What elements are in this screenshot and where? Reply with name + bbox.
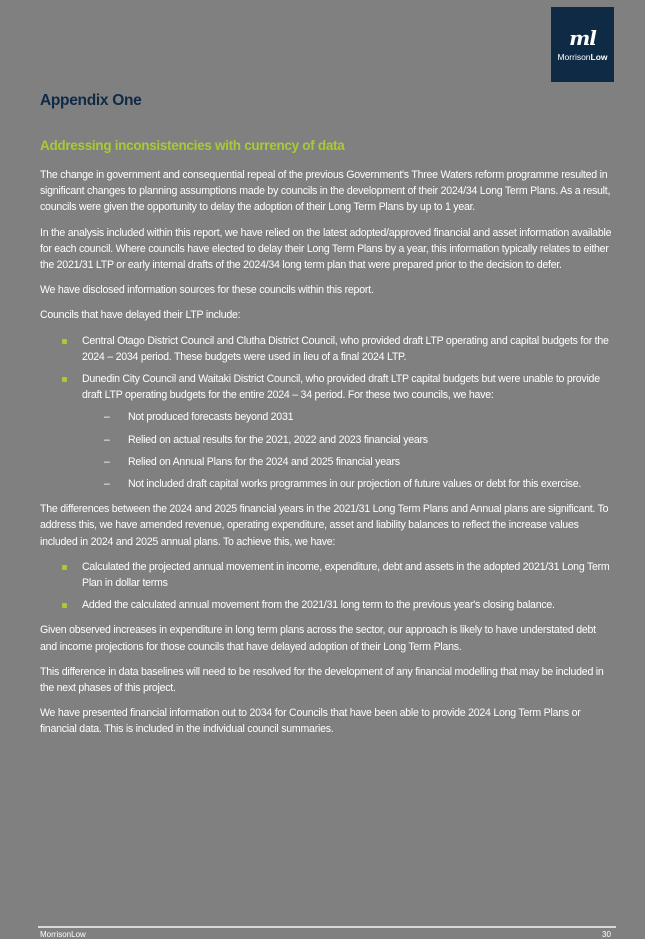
sub-list-item (82, 476, 615, 492)
logo-wordmark (557, 52, 607, 62)
list-item-text: Calculated the projected annual movement in income, expenditure, debt and assets in the adopted 2021/31 Long Term Plan in dollar terms (82, 560, 610, 590)
list-item (40, 597, 615, 613)
adjustments-list (40, 559, 615, 614)
sub-list-item-text: Not produced forecasts beyond 2031 (128, 411, 294, 424)
paragraph-delayed-intro: Councils that have delayed their LTP include: (40, 309, 241, 322)
morrisonlow-logo (551, 7, 614, 82)
bullet-icon (62, 377, 67, 382)
footer-brand: MorrisonLow (40, 930, 86, 939)
bullet-icon (62, 565, 67, 570)
page-title: Appendix One (40, 92, 142, 109)
sub-list-item-text: Relied on Annual Plans for the 2024 and 2025 financial years (128, 455, 400, 468)
sub-list-item (82, 454, 615, 470)
dash-icon: – (104, 478, 110, 491)
sub-list-item (82, 409, 615, 425)
list-item-text: Central Otago District Council and Clutha District Council, who provided draft LTP operating and capital budgets for the 2024 – 2034 period. These budgets were used in lieu of a final 2024 LTP. (82, 334, 609, 363)
list-item-text: Dunedin City Council and Waitaki District Council, who provided draft LTP capital budgets but were unable to provide draft LTP operating budgets for the entire 2024 – 34 period. For these two councils, we have: (82, 373, 600, 402)
section-heading: Addressing inconsistencies with currency of data (40, 138, 345, 153)
bullet-icon (62, 339, 67, 344)
sub-list-item (82, 432, 615, 448)
sub-list-item-text: Relied on actual results for the 2021, 2022 and 2023 financial years (128, 433, 428, 446)
list-item (40, 333, 615, 365)
list-item (40, 371, 615, 492)
list-item (40, 559, 615, 591)
list-item-text: Added the calculated annual movement from the 2021/31 long term to the previous year's closing balance. (82, 599, 555, 612)
paragraph-differences: The differences between the 2024 and 2025 financial years in the 2021/31 Long Term Plans and Annual plans are significant. To address this, we have amended revenue, operating expenditure, asset and liability balances to reflect the increase values included in 2024 and 2025 annual plans. To achieve this, we have: (40, 503, 609, 548)
logo-mark-icon: ml (569, 25, 596, 50)
delayed-councils-list (40, 333, 615, 493)
footer-divider (38, 926, 616, 928)
logo-wordmark-part1: Morrison (557, 51, 591, 62)
paragraph-presented-info: We have presented financial information out to 2034 for Councils that have been able to provide 2024 Long Term Plans or financial data. This is included in the individual council summaries. (40, 707, 581, 736)
dash-icon: – (104, 455, 110, 468)
sub-list (82, 409, 615, 492)
logo-wordmark-part2: Low (590, 51, 608, 62)
paragraph-data-baselines: This difference in data baselines will need to be resolved for the development of any financial modelling that may be included in the next phases of this project. (40, 665, 604, 695)
dash-icon: – (104, 411, 110, 424)
bullet-icon (62, 603, 67, 608)
page-number: 30 (602, 930, 611, 939)
paragraph-government-change: The change in government and consequential repeal of the previous Government's Three Waters reform programme resulted in significant changes to planning assumptions made by councils in the development of their 2024/34 Long Term Plans. As a result, councils were given the opportunity to delay the adoption of their Long Term Plans by up to 1 year. (40, 169, 611, 214)
paragraph-understated-debt: Given observed increases in expenditure in long term plans across the sector, our approach is likely to have understated debt and income projections for those councils that have delayed adoption of their Long Term Plans. (40, 624, 596, 653)
sub-list-item-text: Not included draft capital works programmes in our projection of future values or debt for this exercise. (128, 478, 582, 491)
document-body (40, 92, 615, 747)
paragraph-disclosure: We have disclosed information sources for these councils within this report. (40, 284, 374, 297)
dash-icon: – (104, 433, 110, 446)
paragraph-analysis-sources: In the analysis included within this report, we have relied on the latest adopted/approved financial and asset information available for each council. Where councils have elected to delay their Long Term Plans by a year, this information typically relates to either the 2021/31 LTP or early internal drafts of the 2024/34 long term plan that were prepared prior to the decision to defer. (40, 226, 612, 272)
